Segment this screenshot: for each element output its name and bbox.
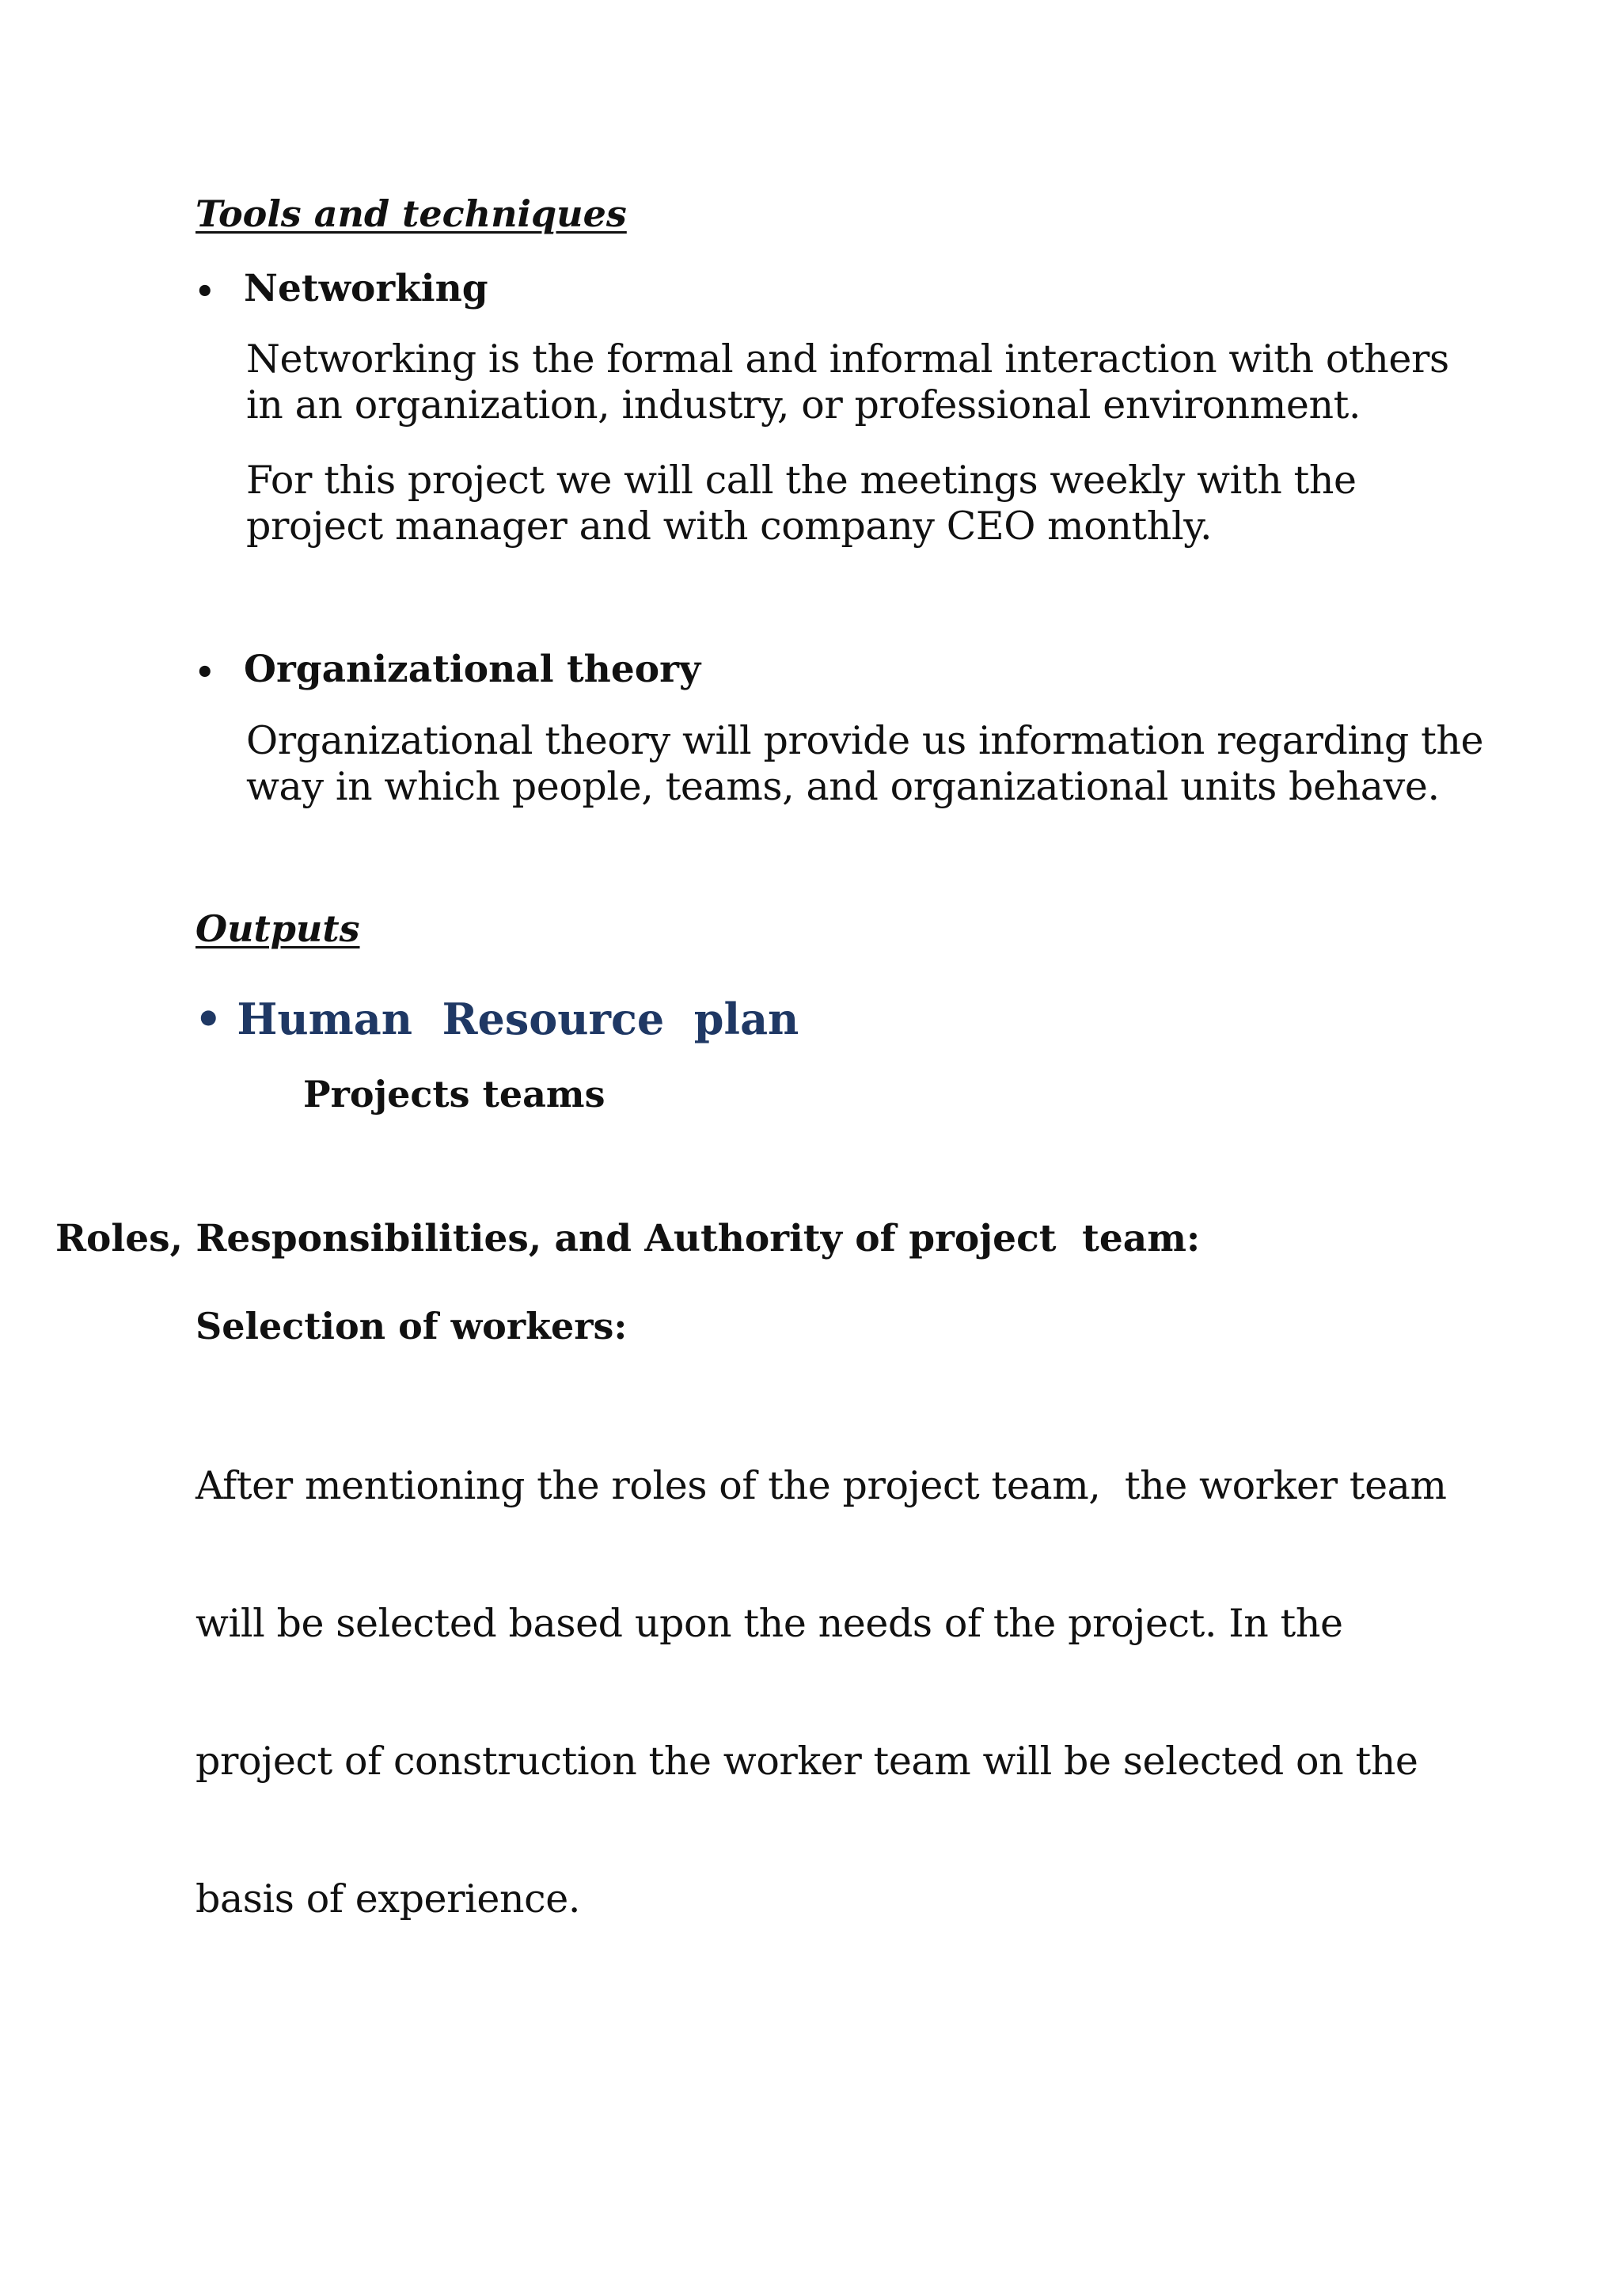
text-line: For this project we will call the meetings weekly with the bbox=[246, 458, 1357, 503]
text-line: project manager and with company CEO monthly. bbox=[246, 504, 1213, 549]
roles-heading: Roles, Responsibilities, and Authority of project team: bbox=[55, 1217, 1201, 1260]
text-line: in an organization, industry, or professional environment. bbox=[246, 382, 1361, 428]
selection-of-workers-heading: Selection of workers: bbox=[196, 1305, 628, 1348]
networking-paragraph-2 bbox=[246, 458, 1357, 549]
hr-plan-bullet-icon: • bbox=[195, 994, 222, 1044]
networking-title: Networking bbox=[244, 267, 488, 310]
networking-paragraph-1 bbox=[246, 336, 1449, 428]
tools-techniques-heading: Tools and techniques bbox=[196, 192, 627, 235]
text-line: After mentioning the roles of the project team, the worker team bbox=[196, 1463, 1447, 1508]
outputs-heading: Outputs bbox=[196, 907, 360, 950]
text-line: Organizational theory will provide us information regarding the bbox=[246, 718, 1484, 763]
hr-plan-title: Human Resource plan bbox=[237, 994, 799, 1044]
org-theory-title: Organizational theory bbox=[244, 648, 701, 691]
text-line: will be selected based upon the needs of the project. In the bbox=[196, 1601, 1343, 1646]
networking-bullet-icon: • bbox=[195, 273, 215, 310]
text-line: way in which people, teams, and organizational units behave. bbox=[246, 764, 1440, 809]
text-line: project of construction the worker team will be selected on the bbox=[196, 1739, 1418, 1784]
org-theory-paragraph bbox=[246, 718, 1483, 810]
org-theory-bullet-icon: • bbox=[195, 654, 215, 691]
hr-plan-heading bbox=[195, 994, 799, 1044]
text-line: basis of experience. bbox=[196, 1876, 580, 1922]
text-line: Networking is the formal and informal interaction with others bbox=[246, 336, 1449, 382]
projects-teams-subheading: Projects teams bbox=[303, 1073, 606, 1116]
selection-paragraph bbox=[196, 1371, 1447, 2014]
